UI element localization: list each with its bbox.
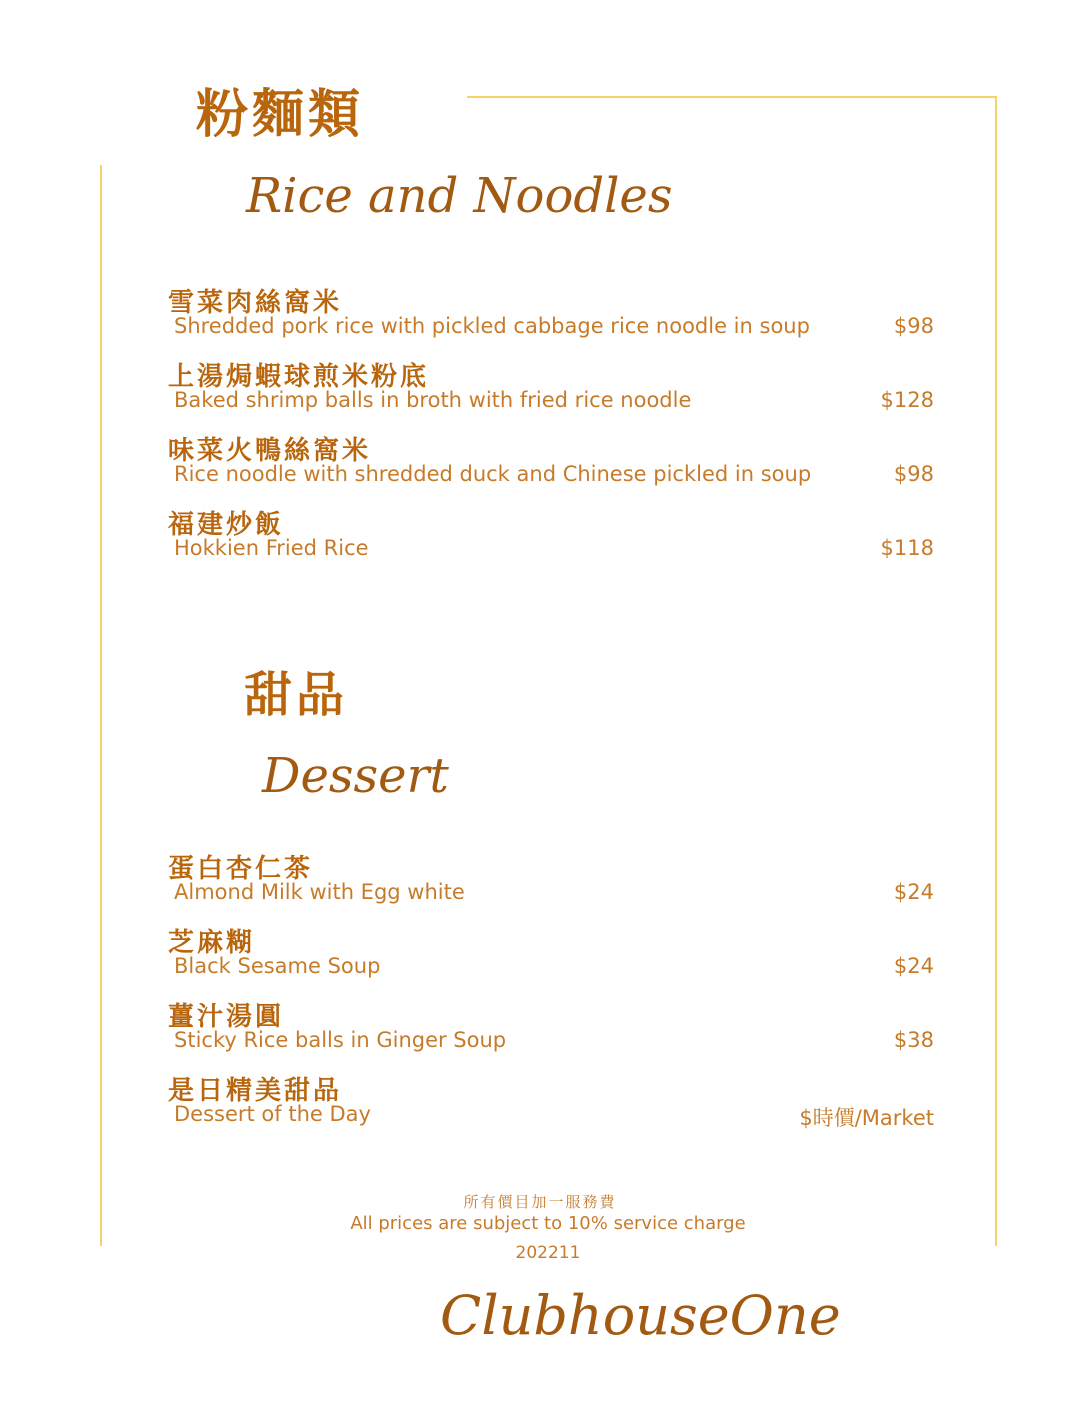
item-name-zh: 雪菜肉絲窩米 bbox=[168, 288, 343, 318]
menu-item bbox=[168, 922, 934, 994]
frame-top-line bbox=[467, 96, 997, 98]
item-name-en: Dessert of the Day bbox=[174, 1102, 371, 1126]
item-price: $24 bbox=[893, 954, 934, 978]
menu-item bbox=[168, 282, 934, 354]
item-price: $38 bbox=[893, 1028, 934, 1052]
item-price: $98 bbox=[893, 314, 934, 338]
menu-item bbox=[168, 1070, 934, 1142]
menu-item bbox=[168, 356, 934, 428]
item-price: $128 bbox=[880, 388, 934, 412]
section-title-zh: 粉麵類 bbox=[196, 84, 365, 145]
item-price: $118 bbox=[880, 536, 934, 560]
item-name-zh: 薑汁湯圓 bbox=[168, 1002, 285, 1032]
section-title-zh: 甜品 bbox=[244, 667, 349, 723]
brand-logo: ClubhouseOne bbox=[440, 1284, 841, 1347]
item-name-zh: 芝麻糊 bbox=[168, 928, 256, 958]
item-price: $時價/Market bbox=[799, 1106, 934, 1130]
item-name-en: Sticky Rice balls in Ginger Soup bbox=[174, 1028, 507, 1052]
menu-item bbox=[168, 996, 934, 1068]
section-title-en: Rice and Noodles bbox=[246, 168, 673, 224]
item-name-zh: 福建炒飯 bbox=[168, 510, 285, 540]
frame-left-line bbox=[100, 165, 102, 1246]
item-name-en: Rice noodle with shredded duck and Chinese pickled in soup bbox=[174, 462, 812, 486]
frame-right-line bbox=[995, 96, 997, 1246]
service-charge-note-zh: 所有價目加一服務費 bbox=[463, 1193, 617, 1211]
menu-version-code: 202211 bbox=[515, 1243, 581, 1263]
item-price: $24 bbox=[893, 880, 934, 904]
menu-item bbox=[168, 430, 934, 502]
item-name-zh: 蛋白杏仁茶 bbox=[168, 854, 314, 884]
service-charge-note-en: All prices are subject to 10% service charge bbox=[350, 1213, 746, 1234]
item-name-zh: 上湯焗蝦球煎米粉底 bbox=[168, 362, 430, 392]
item-name-en: Shredded pork rice with pickled cabbage rice noodle in soup bbox=[174, 314, 810, 338]
item-name-zh: 味菜火鴨絲窩米 bbox=[168, 436, 372, 466]
item-name-en: Baked shrimp balls in broth with fried rice noodle bbox=[174, 388, 692, 412]
section-title-en: Dessert bbox=[262, 748, 449, 804]
menu-item bbox=[168, 848, 934, 920]
item-name-zh: 是日精美甜品 bbox=[168, 1076, 343, 1106]
item-price: $98 bbox=[893, 462, 934, 486]
item-name-en: Almond Milk with Egg white bbox=[174, 880, 465, 904]
menu-item bbox=[168, 504, 934, 576]
item-name-en: Hokkien Fried Rice bbox=[174, 536, 369, 560]
item-name-en: Black Sesame Soup bbox=[174, 954, 381, 978]
